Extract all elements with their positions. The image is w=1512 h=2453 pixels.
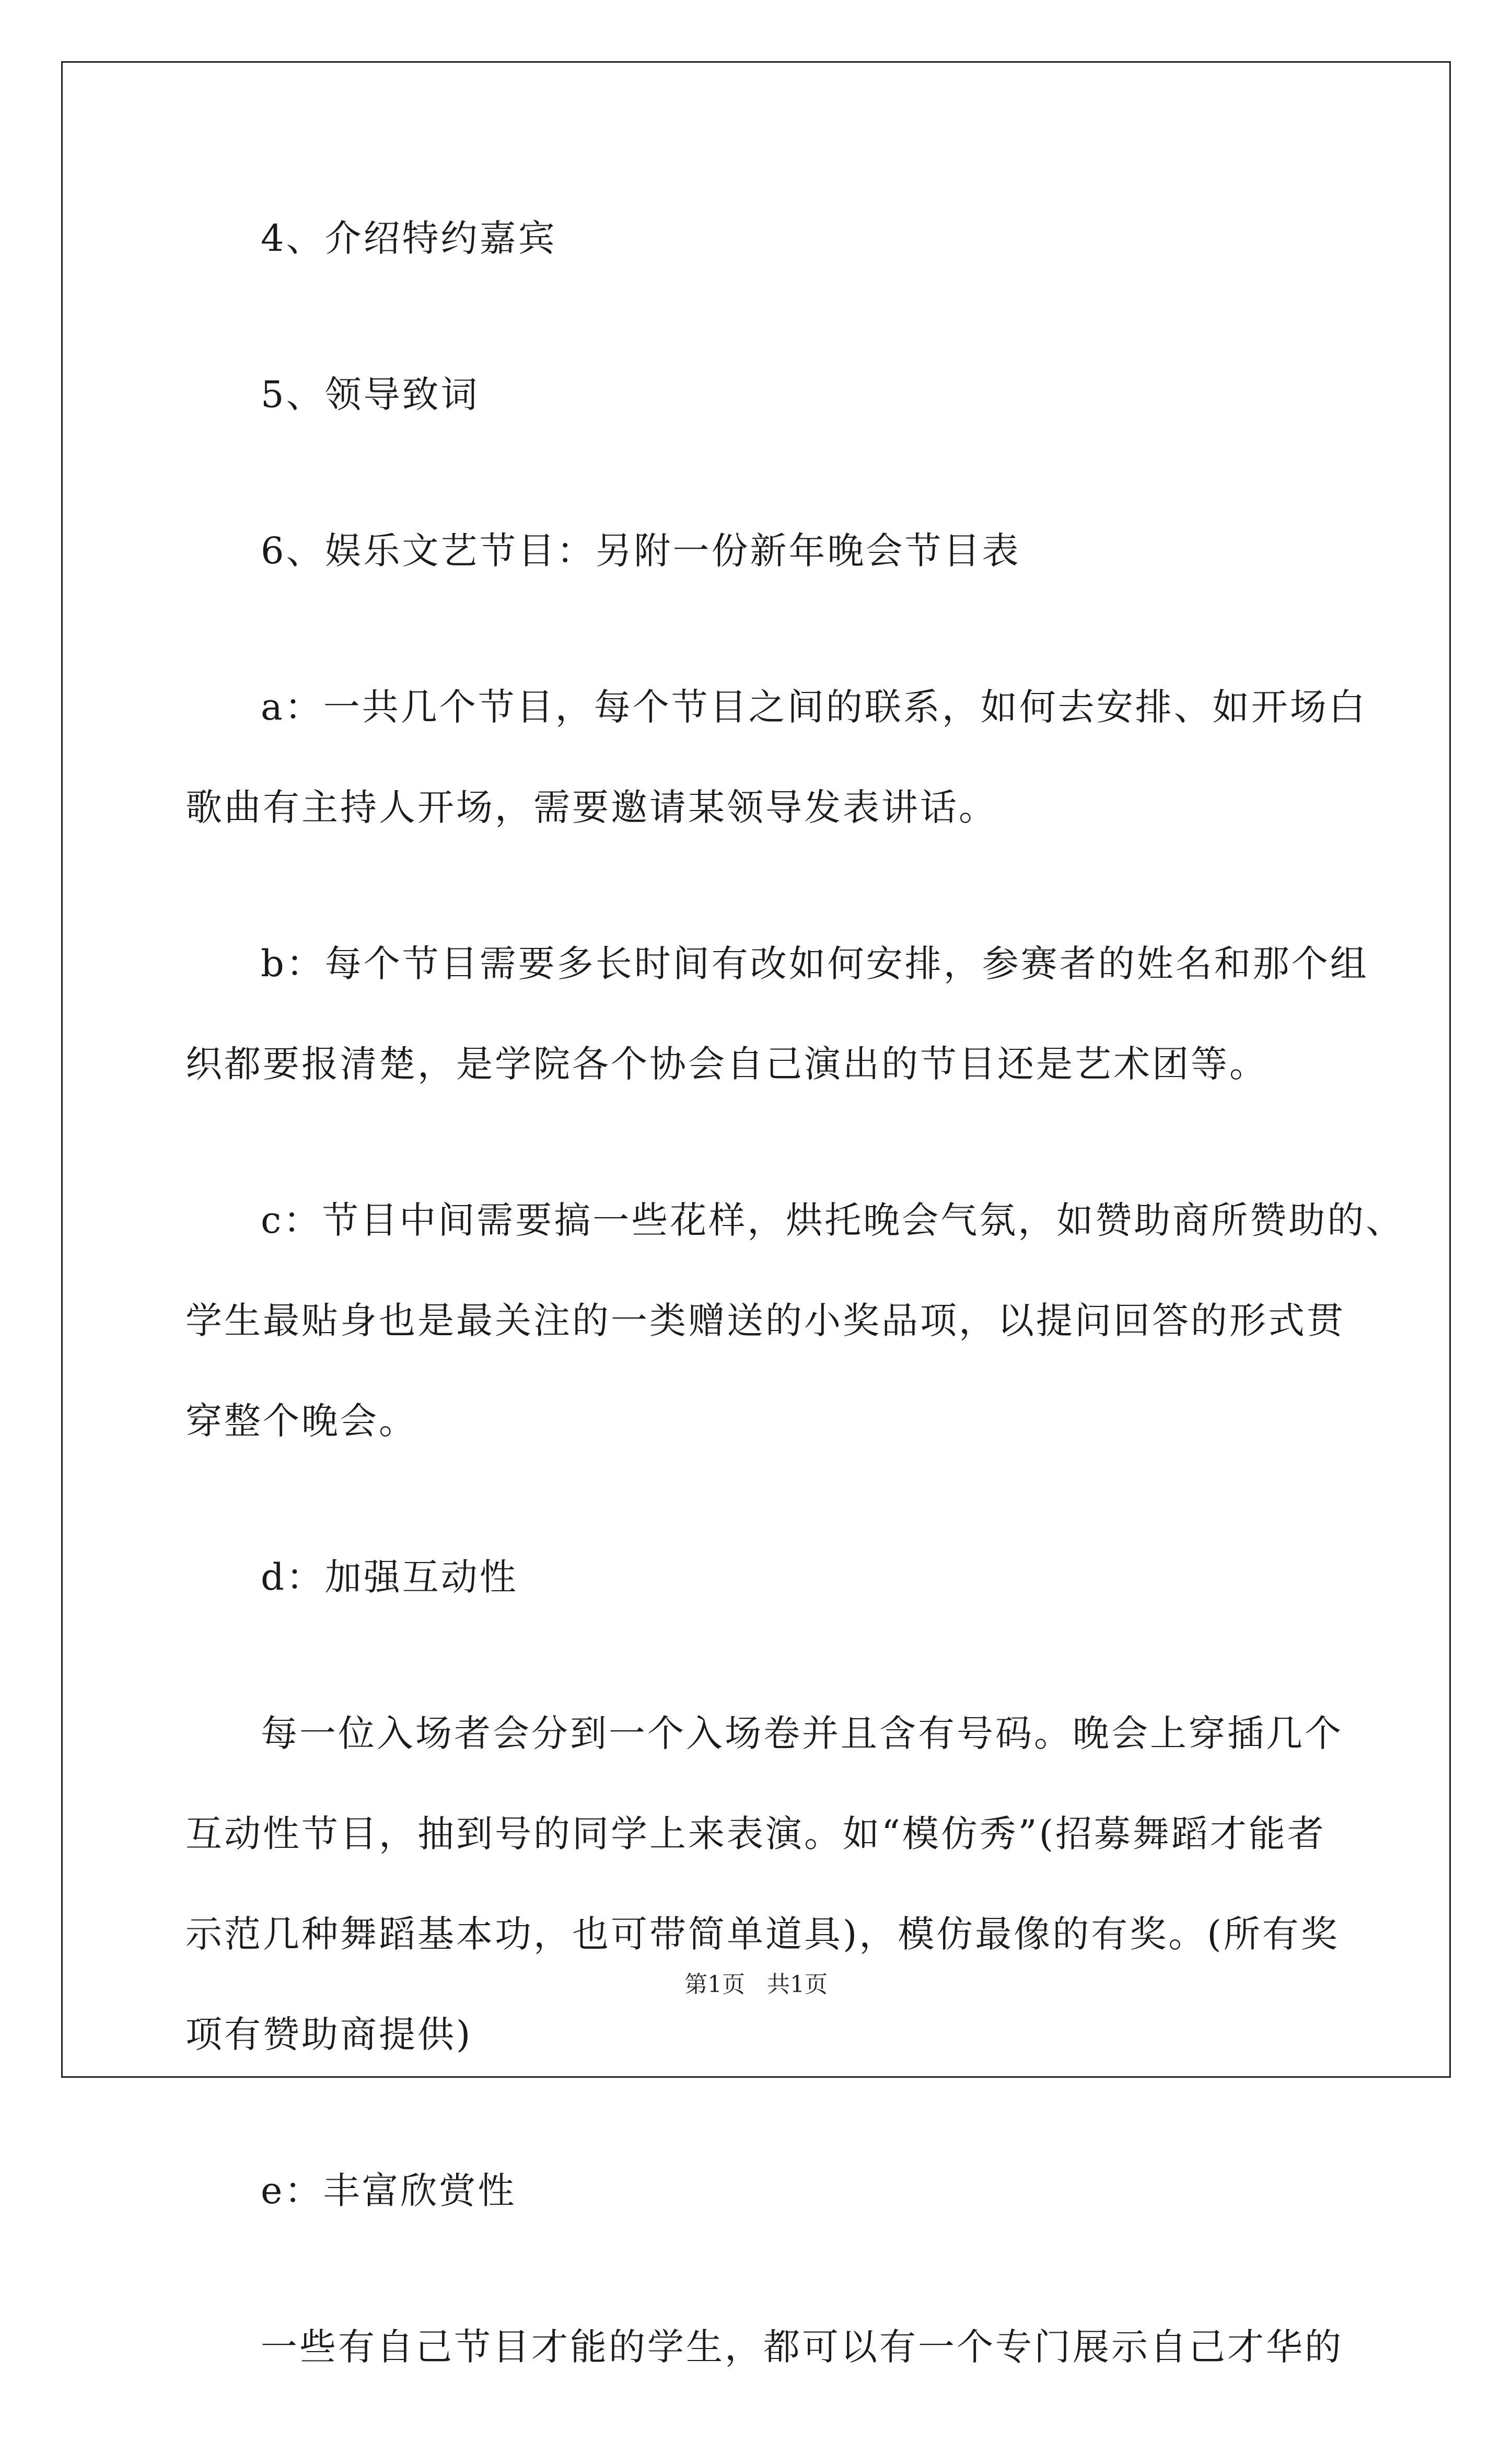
paragraph-line: 穿整个晚会。	[185, 1399, 417, 1442]
paragraph-line: 学生最贴身也是最关注的一类赠送的小奖品项，以提问回答的形式贯	[185, 1299, 1345, 1342]
paragraph-3	[185, 501, 1335, 601]
paragraph-line: 项有赞助商提供)	[185, 2013, 473, 2056]
paragraph-line: 一些有自己节目才能的学生，都可以有一个专门展示自己才华的	[261, 2325, 1343, 2368]
paragraph-line: c：节目中间需要搞一些花样，烘托晚会气氛，如赞助商所赞助的、	[261, 1199, 1405, 1242]
paragraph-6	[185, 1170, 1405, 1471]
paragraph-4	[185, 657, 1367, 858]
paragraph-line: 4、介绍特约嘉宾	[261, 217, 557, 260]
paragraph-line: 示范几种舞蹈基本功，也可带简单道具)，模仿最像的有奖。(所有奖	[185, 1913, 1340, 1956]
paragraph-line: a：一共几个节目，每个节目之间的联系，如何去安排、如开场白	[261, 686, 1367, 728]
paragraph-8	[185, 1683, 1343, 2085]
page-footer	[0, 1969, 1512, 2000]
paragraph-line: d：加强互动性	[261, 1556, 518, 1599]
paragraph-5	[185, 913, 1369, 1114]
document-body	[185, 188, 1405, 2453]
paragraph-10	[185, 2297, 1343, 2397]
paragraph-9	[185, 2140, 1335, 2241]
paragraph-2	[185, 344, 1335, 445]
paragraph-line: b：每个节目需要多长时间有改如何安排，参赛者的姓名和那个组	[261, 942, 1369, 985]
paragraph-line: 每一位入场者会分到一个入场卷并且含有号码。晚会上穿插几个	[261, 1712, 1343, 1755]
paragraph-line: e：丰富欣赏性	[261, 2169, 517, 2212]
paragraph-line: 互动性节目，抽到号的同学上来表演。如“模仿秀”(招募舞蹈才能者	[185, 1812, 1326, 1855]
paragraph-1	[185, 188, 1335, 288]
paragraph-line: 歌曲有主持人开场，需要邀请某领导发表讲话。	[185, 786, 997, 829]
paragraph-line: 织都要报清楚，是学院各个协会自己演出的节目还是艺术团等。	[185, 1043, 1268, 1085]
page-number-label: 第1页 共1页	[684, 1971, 828, 1998]
paragraph-7	[185, 1527, 1335, 1627]
paragraph-line: 5、领导致词	[261, 373, 480, 416]
paragraph-line: 6、娱乐文艺节目：另附一份新年晚会节目表	[261, 529, 1021, 572]
